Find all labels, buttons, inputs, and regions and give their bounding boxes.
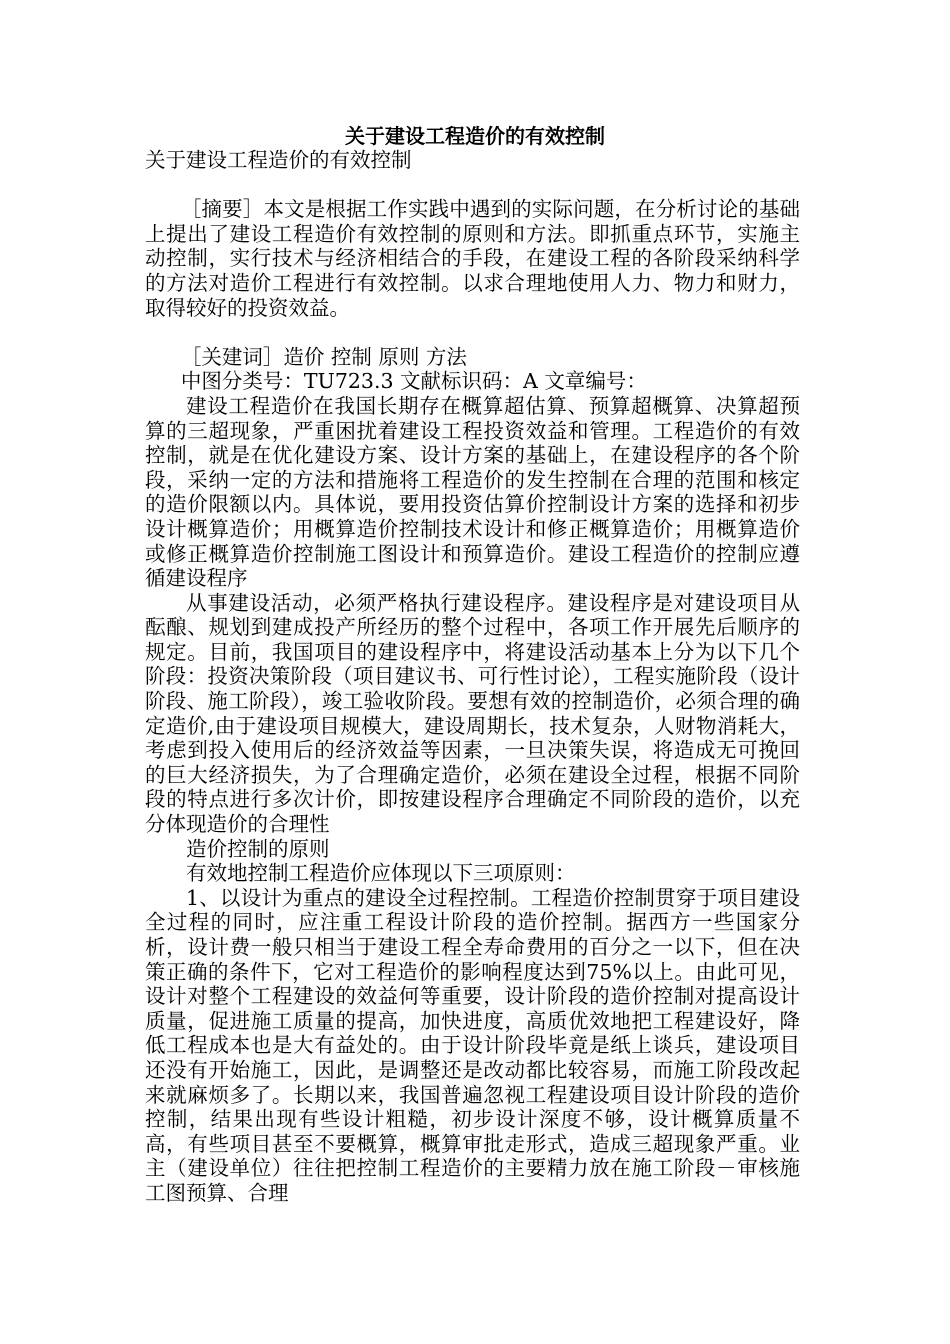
keywords-line: ［关建词］造价 控制 原则 方法	[180, 344, 467, 369]
document-subtitle: 关于建设工程造价的有效控制	[145, 148, 412, 172]
abstract-paragraph: ［摘要］本文是根据工作实践中遇到的实际问题，在分析讨论的基础上提出了建设工程造价有效控制的原则和方法。即抓重点环节，实施主动控制，实行技术与经济相结合的手段，在建设工程的各阶段采纳科学的方法对造价工程进行有效控制。以求合理地使用人力、物力和财力，取得较好的投资效益。	[145, 197, 800, 320]
body-paragraph: 1、以设计为重点的建设全过程控制。工程造价控制贯穿于项目建设全过程的同时，应注重工程设计阶段的造价控制。据西方一些国家分析，设计费一般只相当于建设工程全寿命费用的百分之一以下，但在决策正确的条件下，它对工程造价的影响程度达到75%以上。由此可见，设计对整个工程建设的效益何等重要，设计阶段的造价控制对提高设计质量，促进施工质量的提高，加快进度，高质优效地把工程建设好，降低工程成本也是大有益处的。由于设计阶段毕竟是纸上谈兵，建设项目还没有开始施工，因此，是调整还是改动都比较容易，而施工阶段改起来就麻烦多了。长期以来，我国普遍忽视工程建设项目设计阶段的造价控制，结果出现有些设计粗糙，初步设计深度不够，设计概算质量不高，有些项目甚至不要概算，概算审批走形式，造成三超现象严重。业主（建设单位）往往把控制工程造价的主要精力放在施工阶段－审核施工图预算、合理	[145, 885, 800, 1205]
body-paragraph: 建设工程造价在我国长期存在概算超估算、预算超概算、决算超预算的三超现象，严重困扰着建设工程投资效益和管理。工程造价的有效控制，就是在优化建设方案、设计方案的基础上，在建设程序的各个阶段，采纳一定的方法和措施将工程造价的发生控制在合理的范围和核定的造价限额以内。具体说，要用投资估算价控制设计方案的选择和初步设计概算造价；用概算造价控制技术设计和修正概算造价；用概算造价或修正概算造价控制施工图设计和预算造价。建设工程造价的控制应遵循建设程序	[145, 393, 800, 591]
blank-line	[145, 173, 800, 198]
classification-line: 中图分类号：TU723.3 文献标识码：A 文章编号：	[180, 369, 647, 394]
document-title: 关于建设工程造价的有效控制	[345, 124, 605, 148]
blank-line	[145, 320, 800, 345]
document-body	[145, 148, 800, 1206]
body-paragraph: 有效地控制工程造价应体现以下三项原则：	[186, 861, 576, 886]
section-heading: 造价控制的原则	[186, 836, 330, 861]
body-paragraph: 从事建设活动，必须严格执行建设程序。建设程序是对建设项目从酝酿、规划到建成投产所经历的整个过程中，各项工作开展先后顺序的规定。目前，我国项目的建设程序中，将建设活动基本上分为以下几个阶段：投资决策阶段（项目建议书、可行性讨论），工程实施阶段（设计阶段、施工阶段），竣工验收阶段。要想有效的控制造价，必须合理的确定造价,由于建设项目规模大，建设周期长，技术复杂，人财物消耗大，考虑到投入使用后的经济效益等因素，一旦决策失误，将造成无可挽回的巨大经济损失，为了合理确定造价，必须在建设全过程，根据不同阶段的特点进行多次计价，即按建设程序合理确定不同阶段的造价，以充分体现造价的合理性	[145, 590, 800, 837]
